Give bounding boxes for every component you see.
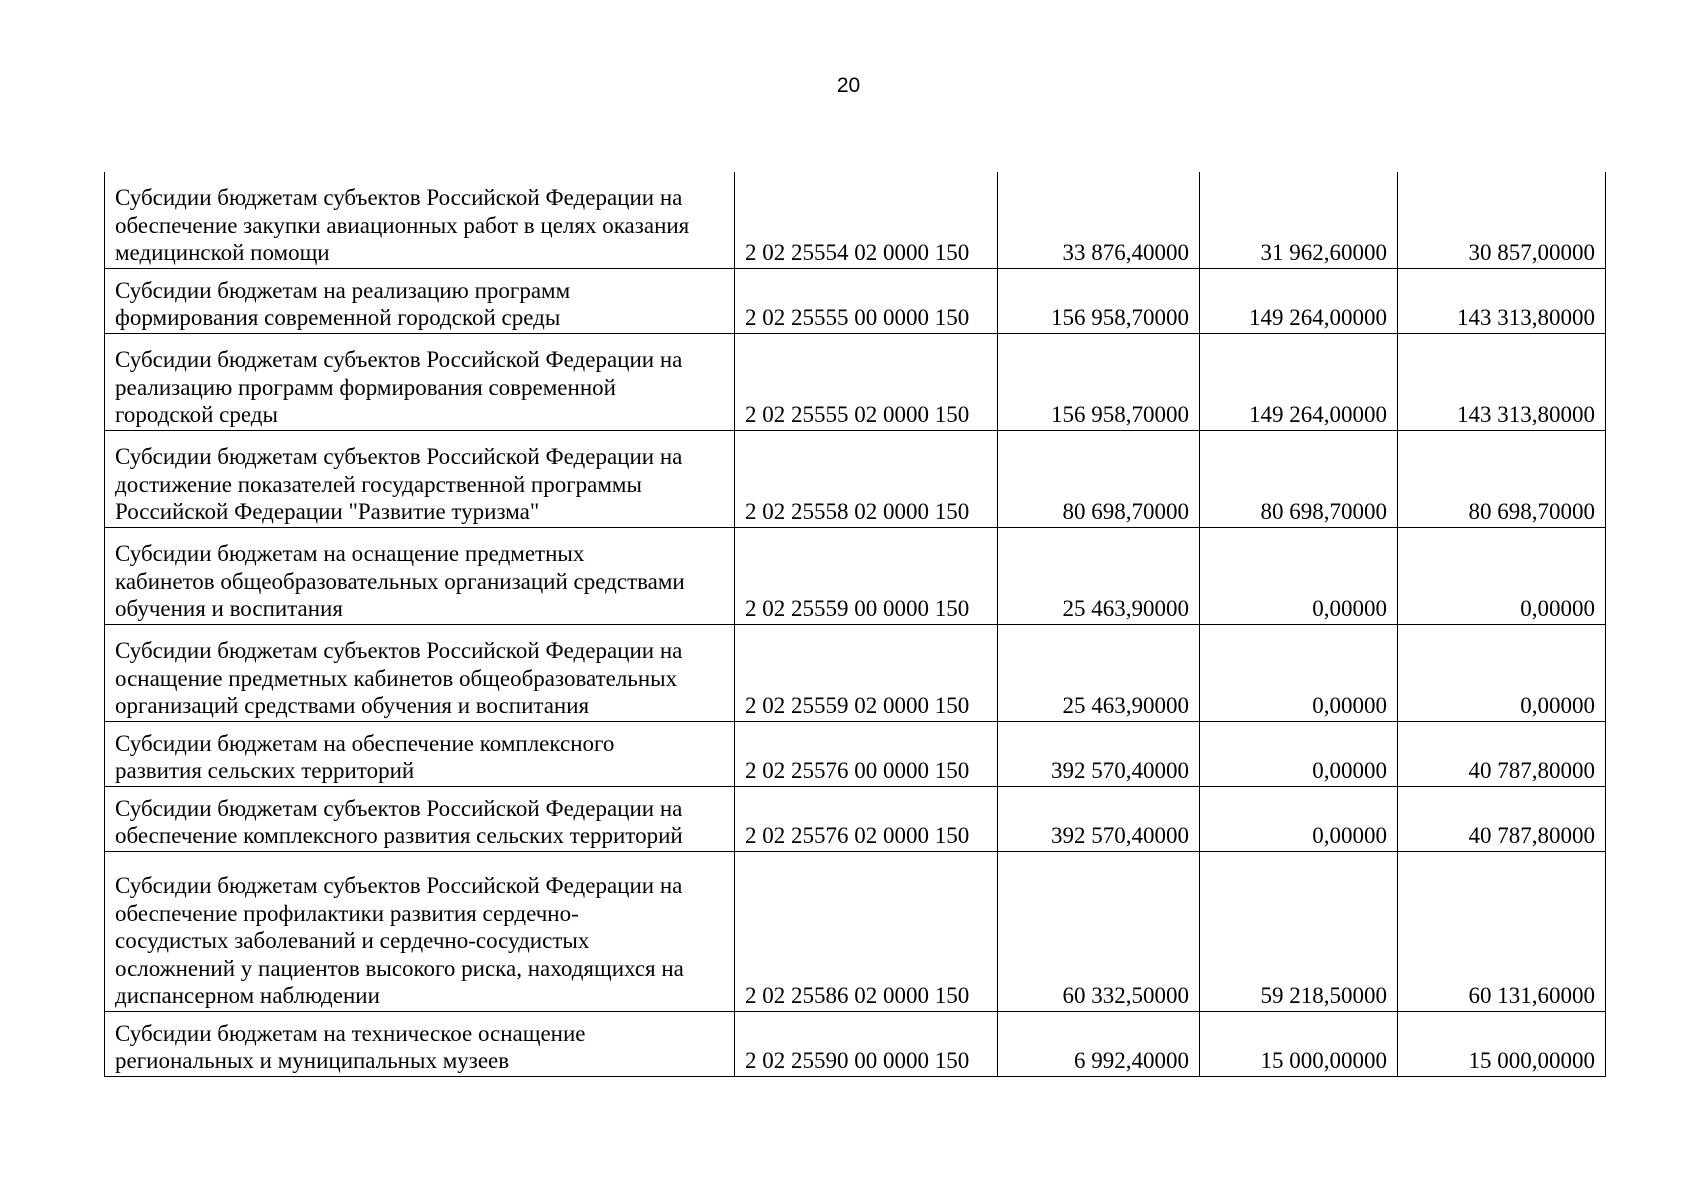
row-value-3: 0,00000 (1398, 527, 1606, 624)
row-code: 2 02 25576 02 0000 150 (735, 786, 998, 851)
row-code: 2 02 25559 00 0000 150 (735, 527, 998, 624)
budget-table (104, 172, 1606, 1077)
row-value-3: 60 131,60000 (1398, 851, 1606, 1011)
row-code: 2 02 25555 00 0000 150 (735, 268, 998, 333)
row-description: Субсидии бюджетам субъектов Российской Федерации на оснащение предметных кабинетов общеобразовательных организаций средствами обучения и воспитания (105, 624, 735, 721)
table-row (105, 268, 1606, 333)
row-value-1: 392 570,40000 (998, 786, 1200, 851)
row-value-3: 80 698,70000 (1398, 430, 1606, 527)
row-description: Субсидии бюджетам субъектов Российской Федерации на реализацию программ формирования современной городской среды (105, 333, 735, 430)
row-value-2: 80 698,70000 (1200, 430, 1398, 527)
row-description: Субсидии бюджетам на реализацию программ формирования современной городской среды (105, 268, 735, 333)
row-description: Субсидии бюджетам на оснащение предметных кабинетов общеобразовательных организаций средствами обучения и воспитания (105, 527, 735, 624)
row-value-2: 59 218,50000 (1200, 851, 1398, 1011)
row-description: Субсидии бюджетам субъектов Российской Федерации на обеспечение закупки авиационных работ в целях оказания медицинской помощи (105, 172, 735, 268)
row-value-1: 156 958,70000 (998, 268, 1200, 333)
row-description: Субсидии бюджетам на обеспечение комплексного развития сельских территорий (105, 721, 735, 786)
row-code: 2 02 25576 00 0000 150 (735, 721, 998, 786)
row-value-1: 80 698,70000 (998, 430, 1200, 527)
row-code: 2 02 25559 02 0000 150 (735, 624, 998, 721)
row-code: 2 02 25554 02 0000 150 (735, 172, 998, 268)
row-value-3: 143 313,80000 (1398, 268, 1606, 333)
row-value-2: 149 264,00000 (1200, 268, 1398, 333)
row-value-2: 149 264,00000 (1200, 333, 1398, 430)
page-number: 20 (836, 74, 861, 97)
row-value-3: 143 313,80000 (1398, 333, 1606, 430)
table-row (105, 786, 1606, 851)
row-code: 2 02 25586 02 0000 150 (735, 851, 998, 1011)
row-description: Субсидии бюджетам субъектов Российской Федерации на достижение показателей государственной программы Российской Федерации "Развитие туризма" (105, 430, 735, 527)
table-row (105, 430, 1606, 527)
row-description: Субсидии бюджетам субъектов Российской Федерации на обеспечение профилактики развития сердечно- сосудистых заболеваний и сердечно-сосудистых осложнений у пациентов высокого риска, находящихся на диспансерном наблюдении (105, 851, 735, 1011)
row-value-1: 392 570,40000 (998, 721, 1200, 786)
row-value-1: 33 876,40000 (998, 172, 1200, 268)
table-row (105, 527, 1606, 624)
row-description: Субсидии бюджетам субъектов Российской Федерации на обеспечение комплексного развития сельских территорий (105, 786, 735, 851)
row-value-1: 25 463,90000 (998, 624, 1200, 721)
row-value-1: 6 992,40000 (998, 1011, 1200, 1076)
table-row (105, 172, 1606, 268)
table-row (105, 851, 1606, 1011)
row-value-2: 0,00000 (1200, 721, 1398, 786)
row-value-1: 156 958,70000 (998, 333, 1200, 430)
table-row (105, 721, 1606, 786)
row-value-2: 0,00000 (1200, 624, 1398, 721)
row-value-3: 15 000,00000 (1398, 1011, 1606, 1076)
table-row (105, 624, 1606, 721)
row-code: 2 02 25558 02 0000 150 (735, 430, 998, 527)
table-row (105, 1011, 1606, 1076)
row-code: 2 02 25590 00 0000 150 (735, 1011, 998, 1076)
row-value-3: 0,00000 (1398, 624, 1606, 721)
row-code: 2 02 25555 02 0000 150 (735, 333, 998, 430)
row-value-2: 0,00000 (1200, 786, 1398, 851)
row-value-2: 0,00000 (1200, 527, 1398, 624)
table-row (105, 333, 1606, 430)
row-value-3: 30 857,00000 (1398, 172, 1606, 268)
row-value-2: 31 962,60000 (1200, 172, 1398, 268)
row-value-2: 15 000,00000 (1200, 1011, 1398, 1076)
row-description: Субсидии бюджетам на техническое оснащение региональных и муниципальных музеев (105, 1011, 735, 1076)
row-value-3: 40 787,80000 (1398, 721, 1606, 786)
row-value-3: 40 787,80000 (1398, 786, 1606, 851)
row-value-1: 60 332,50000 (998, 851, 1200, 1011)
row-value-1: 25 463,90000 (998, 527, 1200, 624)
